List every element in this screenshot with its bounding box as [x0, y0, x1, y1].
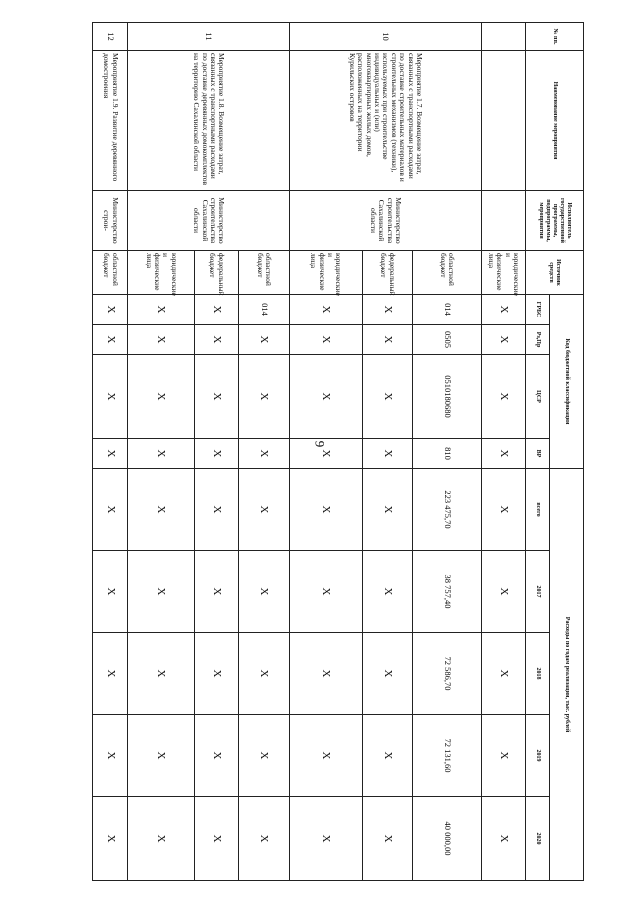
cell-2020: X	[238, 797, 289, 881]
cell-vr: X	[93, 439, 128, 469]
cell-2018: X	[128, 633, 194, 715]
cell-rzpr: X	[289, 325, 362, 355]
cell-csr: X	[481, 355, 525, 439]
cell-executor	[481, 191, 525, 251]
cell-num	[481, 23, 525, 51]
header-executor: Исполнитель государственной программы, подпрограммы, мероприятия	[526, 191, 584, 251]
cell-csr: 0510180680	[413, 355, 481, 439]
activity-executor: Министерство строительства Сахалинской области	[128, 191, 289, 251]
cell-csr: X	[362, 355, 413, 439]
cell-2020: X	[289, 797, 362, 881]
cell-source: областной бюджет	[238, 251, 289, 295]
page-number: 9	[312, 440, 328, 448]
cell-2017: 38 757,40	[413, 551, 481, 633]
cell-2018: X	[289, 633, 362, 715]
header-num: № пп.	[526, 23, 584, 51]
cell-2017: X	[194, 551, 238, 633]
header-2020: 2020	[526, 797, 550, 881]
cell-2017: X	[93, 551, 128, 633]
header-name: Наименование мероприятия	[526, 51, 584, 191]
cell-vr: X	[194, 439, 238, 469]
header-2017: 2017	[526, 551, 550, 633]
cell-total: X	[93, 469, 128, 551]
cell-rzpr: X	[238, 325, 289, 355]
header-expenses: Расходы по годам реализации, тыс. рублей	[550, 469, 584, 881]
cell-2019: X	[128, 715, 194, 797]
activity-executor: Министерство строи-	[93, 191, 128, 251]
table-row	[238, 23, 289, 881]
cell-grbs: X	[194, 295, 238, 325]
activity-executor: Министерство строительства Сахалинской области	[289, 191, 481, 251]
cell-csr: X	[238, 355, 289, 439]
cell-rzpr: X	[93, 325, 128, 355]
rotated-table-container	[92, 22, 584, 880]
cell-2017: X	[238, 551, 289, 633]
cell-csr: X	[194, 355, 238, 439]
cell-grbs: X	[289, 295, 362, 325]
cell-csr: X	[289, 355, 362, 439]
cell-name	[481, 51, 525, 191]
cell-2020: X	[362, 797, 413, 881]
row-number: 10	[289, 23, 481, 51]
cell-2017: X	[481, 551, 525, 633]
header-rzpr: Рз,Пр	[526, 325, 550, 355]
cell-2017: X	[289, 551, 362, 633]
cell-2019: X	[362, 715, 413, 797]
cell-total: 223 475,70	[413, 469, 481, 551]
table-row	[481, 23, 525, 881]
table-row	[413, 23, 481, 881]
row-number: 12	[93, 23, 128, 51]
cell-grbs: X	[93, 295, 128, 325]
cell-2018: X	[93, 633, 128, 715]
budget-table	[92, 22, 584, 881]
header-csr: ЦСР	[526, 355, 550, 439]
cell-vr: 810	[413, 439, 481, 469]
cell-grbs: 014	[413, 295, 481, 325]
cell-source: областной бюджет	[413, 251, 481, 295]
cell-total: X	[362, 469, 413, 551]
header-source: Источник средств	[526, 251, 584, 295]
cell-csr: X	[93, 355, 128, 439]
cell-2017: X	[128, 551, 194, 633]
header-2019: 2019	[526, 715, 550, 797]
cell-rzpr: X	[481, 325, 525, 355]
cell-2019: X	[93, 715, 128, 797]
cell-2018: 72 586,70	[413, 633, 481, 715]
cell-vr: X	[289, 439, 362, 469]
cell-csr: X	[128, 355, 194, 439]
cell-grbs: X	[481, 295, 525, 325]
cell-2018: X	[238, 633, 289, 715]
cell-vr: X	[238, 439, 289, 469]
activity-name: Мероприятие 1.7. Возмещение затрат, связанных с транспортными расходами по доставке строительных материалов и строительных механизмов (техники), используемых при строительстве индивидуальных и (или) многоквартирных жилых домов, расположенных на территории Курильских островов	[289, 51, 481, 191]
cell-2019: X	[481, 715, 525, 797]
cell-source: областной бюджет	[93, 251, 128, 295]
cell-2017: X	[362, 551, 413, 633]
cell-2019: 72 131,60	[413, 715, 481, 797]
cell-2019: X	[238, 715, 289, 797]
document-page	[92, 22, 584, 880]
cell-2020: X	[128, 797, 194, 881]
cell-2018: X	[362, 633, 413, 715]
header-grbs: ГРБС	[526, 295, 550, 325]
cell-total: X	[289, 469, 362, 551]
cell-source: федеральный бюджет	[362, 251, 413, 295]
cell-2020: X	[194, 797, 238, 881]
cell-source: юридические и физические лица	[289, 251, 362, 295]
cell-source: юридические и физические лица	[481, 251, 525, 295]
cell-2020: 40 000,00	[413, 797, 481, 881]
cell-vr: X	[481, 439, 525, 469]
cell-total: X	[128, 469, 194, 551]
header-total: всего	[526, 469, 550, 551]
cell-vr: X	[128, 439, 194, 469]
cell-rzpr: X	[194, 325, 238, 355]
header-budget-code: Код бюджетной классификации	[550, 295, 584, 469]
cell-source: федеральный бюджет	[194, 251, 238, 295]
cell-rzpr: X	[128, 325, 194, 355]
cell-2019: X	[289, 715, 362, 797]
header-2018: 2018	[526, 633, 550, 715]
cell-2020: X	[481, 797, 525, 881]
cell-source: юридические и физические лица	[128, 251, 194, 295]
cell-rzpr: 0505	[413, 325, 481, 355]
table-row	[93, 23, 128, 881]
cell-grbs: 014	[238, 295, 289, 325]
activity-name: Мероприятие 1.9. Развитие деревянного домостроения	[93, 51, 128, 191]
cell-2018: X	[481, 633, 525, 715]
cell-2018: X	[194, 633, 238, 715]
cell-rzpr: X	[362, 325, 413, 355]
cell-grbs: X	[128, 295, 194, 325]
cell-2019: X	[194, 715, 238, 797]
cell-total: X	[194, 469, 238, 551]
activity-name: Мероприятие 1.8. Возмещение затрат, связанных с транспортными расходами по доставке деревянных домокомплектов на территорию Сахалинской области	[128, 51, 289, 191]
cell-grbs: X	[362, 295, 413, 325]
row-number: 11	[128, 23, 289, 51]
header-vr: ВР	[526, 439, 550, 469]
cell-total: X	[238, 469, 289, 551]
cell-total: X	[481, 469, 525, 551]
cell-vr: X	[362, 439, 413, 469]
cell-2020: X	[93, 797, 128, 881]
